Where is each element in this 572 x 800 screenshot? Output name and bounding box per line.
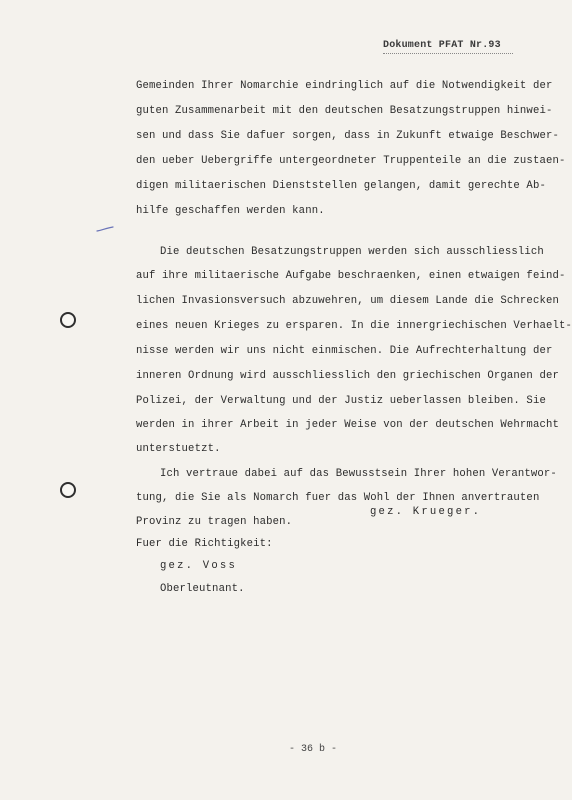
text-line: den ueber Uebergriffe untergeordneter Truppenteile an die zustaen- bbox=[136, 155, 566, 167]
text-line: werden in ihrer Arbeit in jeder Weise von der deutschen Wehrmacht bbox=[136, 419, 559, 431]
document-header: Dokument PFAT Nr.93 bbox=[383, 40, 501, 51]
text-line: sen und dass Sie dafuer sorgen, dass in Zukunft etwaige Beschwer- bbox=[136, 130, 559, 142]
page-number: - 36 b - bbox=[289, 744, 338, 755]
text-line: Provinz zu tragen haben. bbox=[136, 516, 293, 528]
text-line: nisse werden wir uns nicht einmischen. Die Aufrechterhaltung der bbox=[136, 345, 553, 357]
signature-krueger: gez. Krueger. bbox=[370, 506, 482, 518]
text-line: Gemeinden Ihrer Nomarchie eindringlich auf die Notwendigkeit der bbox=[136, 80, 553, 92]
text-line: inneren Ordnung wird ausschliesslich den griechischen Organen der bbox=[136, 370, 559, 382]
text-line: auf ihre militaerische Aufgabe beschraenken, einen etwaigen feind- bbox=[136, 270, 566, 282]
text-line: Ich vertraue dabei auf das Bewusstsein Ihrer hohen Verantwor- bbox=[160, 468, 557, 480]
text-line: Polizei, der Verwaltung und der Justiz ueberlassen bleiben. Sie bbox=[136, 395, 546, 407]
certification-label: Fuer die Richtigkeit: bbox=[136, 538, 273, 550]
text-line: tung, die Sie als Nomarch fuer das Wohl der Ihnen anvertrauten bbox=[136, 492, 540, 504]
certification-signature: gez. Voss bbox=[160, 560, 238, 572]
punch-hole bbox=[60, 482, 76, 498]
text-line: digen militaerischen Dienststellen gelangen, damit gerechte Ab- bbox=[136, 180, 546, 192]
text-line: lichen Invasionsversuch abzuwehren, um diesem Lande die Schrecken bbox=[136, 295, 559, 307]
header-underline bbox=[383, 53, 513, 54]
pencil-mark bbox=[96, 224, 114, 234]
punch-hole bbox=[60, 312, 76, 328]
text-line: hilfe geschaffen werden kann. bbox=[136, 205, 325, 217]
text-line: guten Zusammenarbeit mit den deutschen Besatzungstruppen hinwei- bbox=[136, 105, 553, 117]
text-line: Die deutschen Besatzungstruppen werden sich ausschliesslich bbox=[160, 246, 544, 258]
certification-rank: Oberleutnant. bbox=[160, 583, 245, 595]
text-line: eines neuen Krieges zu ersparen. In die innergriechischen Verhaelt- bbox=[136, 320, 572, 332]
text-line: unterstuetzt. bbox=[136, 443, 221, 455]
